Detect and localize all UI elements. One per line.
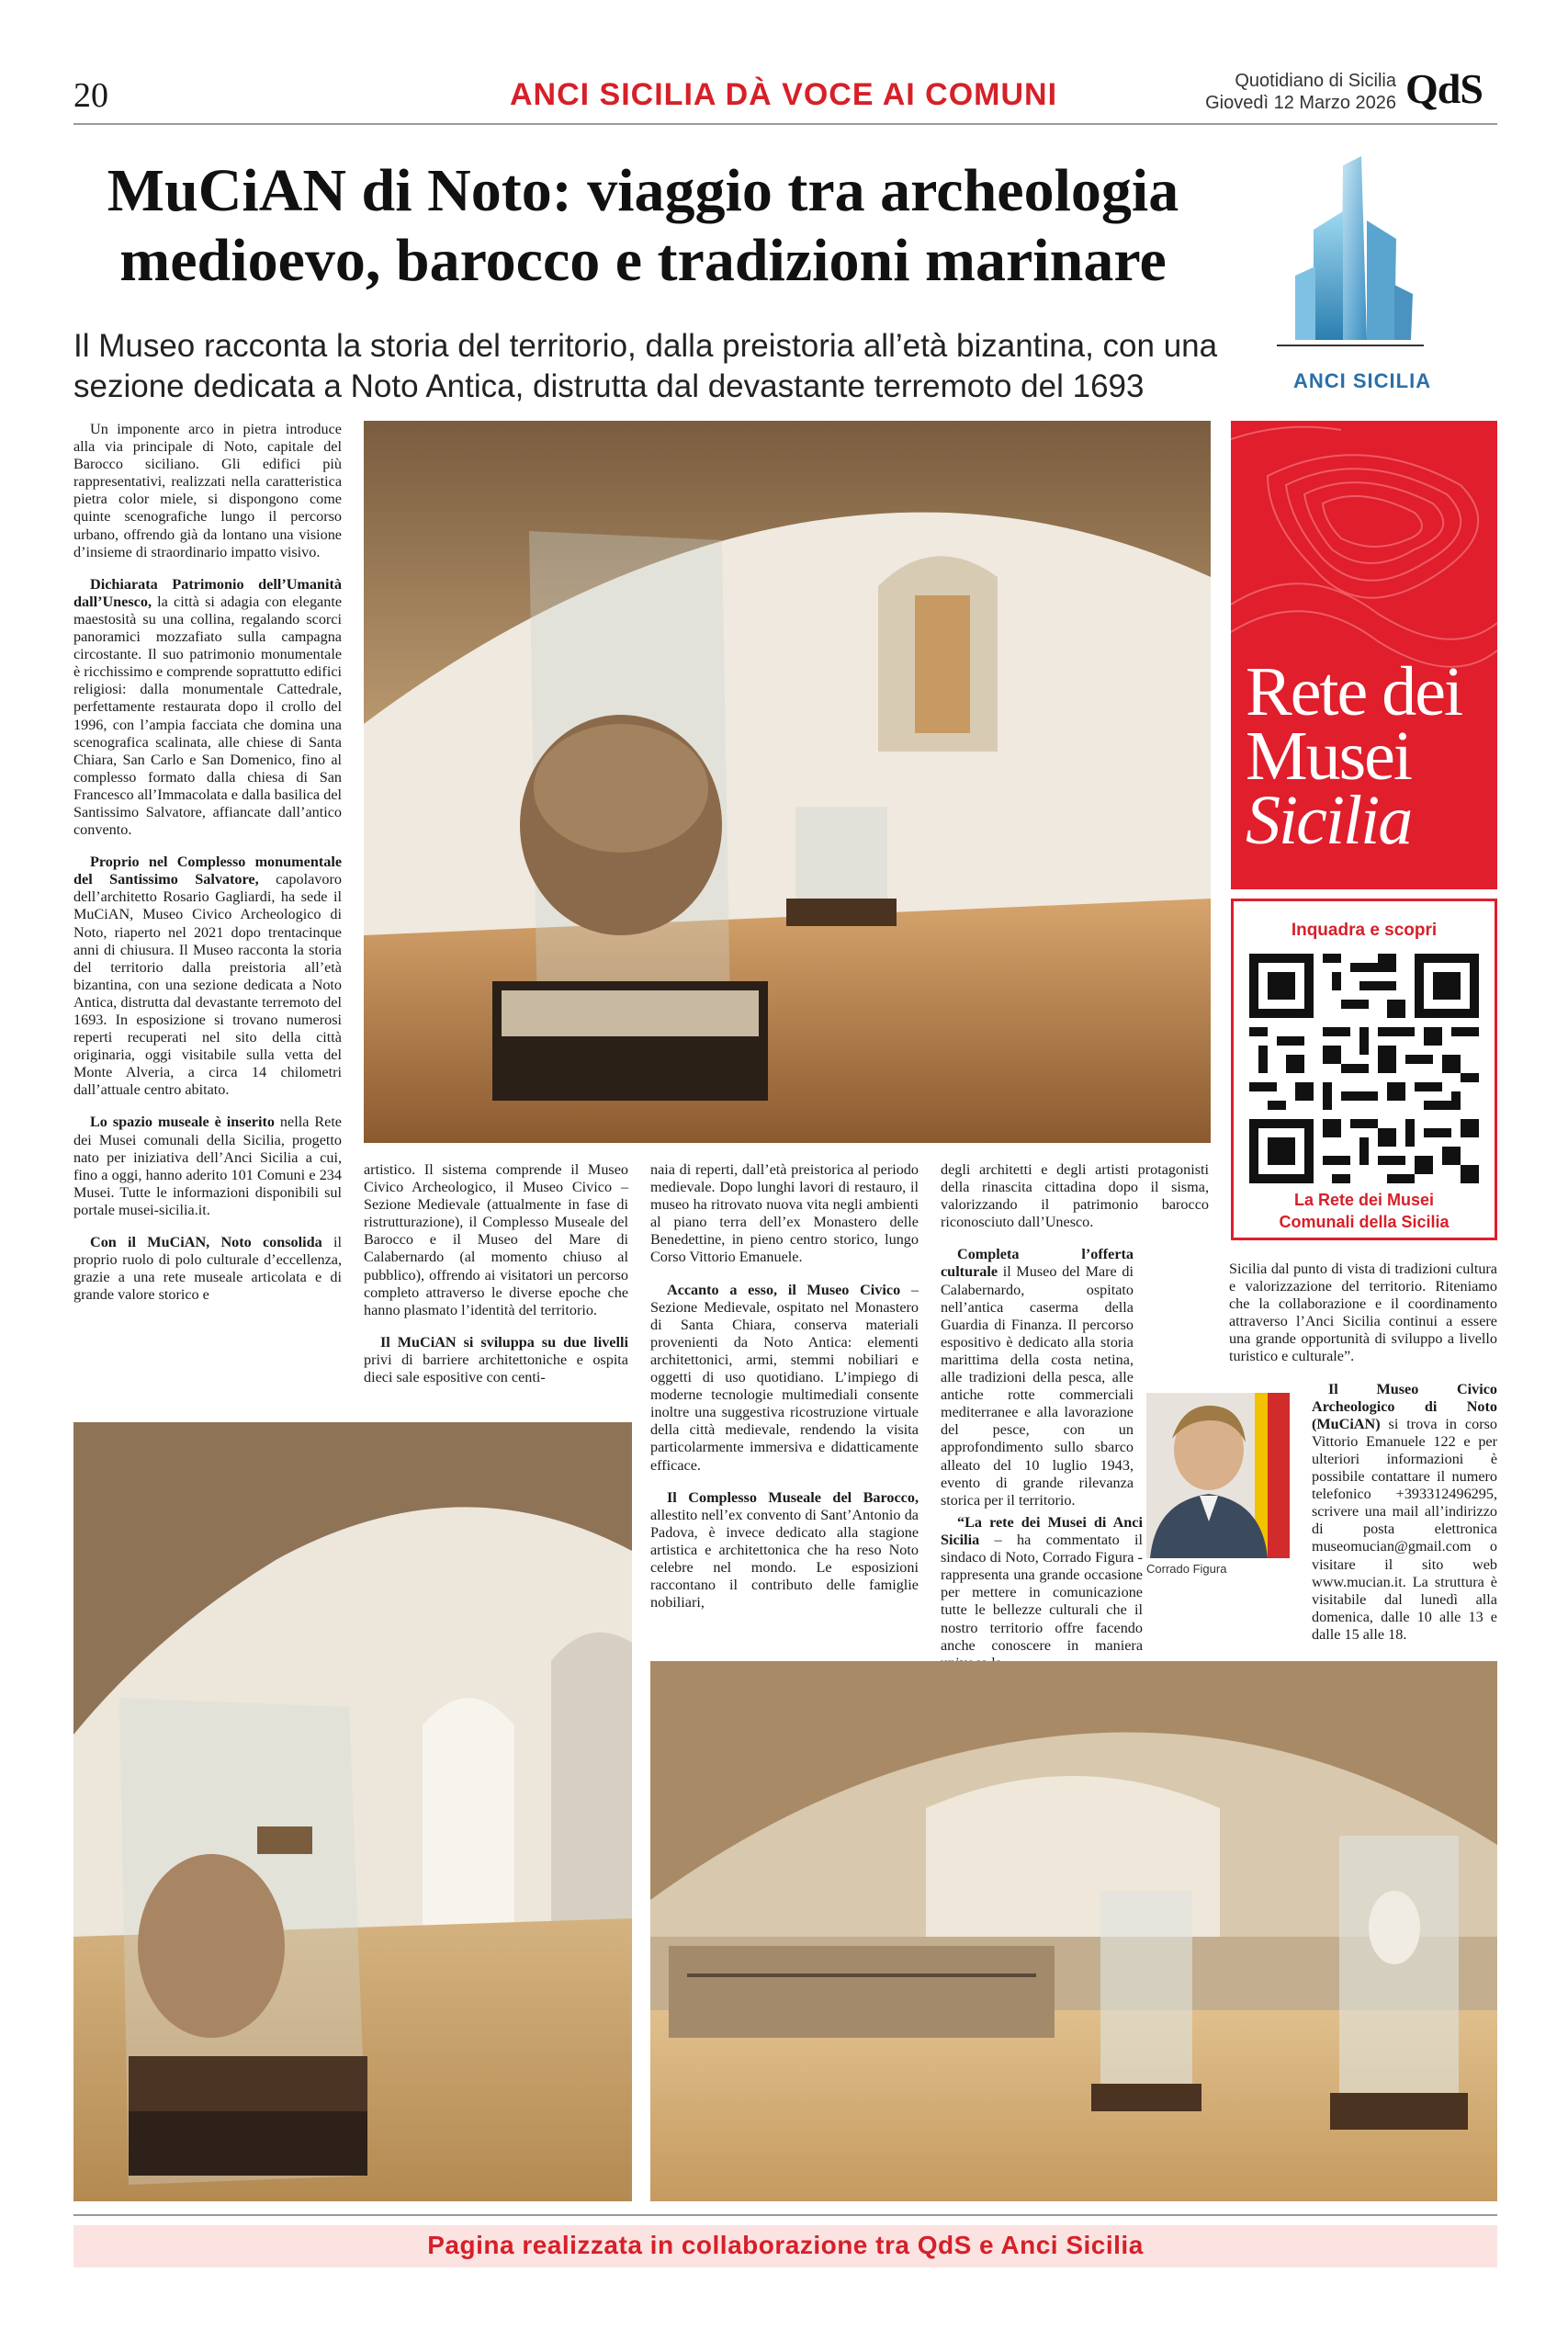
qr-code-icon[interactable] xyxy=(1249,954,1479,1183)
publication-date: Giovedì 12 Marzo 2026 xyxy=(1205,93,1396,113)
paragraph-lead: Completa l’offerta culturale xyxy=(941,1246,1134,1281)
paragraph xyxy=(1312,1381,1497,1644)
qr-caption-line-2: Comunali della Sicilia xyxy=(1279,1213,1450,1231)
museum-crypt-photo xyxy=(650,1661,1497,2201)
section-title: ANCI SICILIA DÀ VOCE AI COMUNI xyxy=(510,77,1058,112)
paragraph-lead: Con il MuCiAN, Noto consolida xyxy=(90,1234,322,1251)
portrait-caption: Corrado Figura xyxy=(1146,1562,1227,1576)
museum-hall-photo xyxy=(364,421,1211,1143)
publication-info xyxy=(1194,70,1396,114)
paragraph: artistico. Il sistema comprende il Museo Civico Archeologico, il Museo Civico – Sezione Medievale (attualmente in fase di ristrutturazione), il Complesso Museale del Barocco e il Museo del Mare di Calabernardo (al momento chiuso al pubblico), offrendo ai visitatori un percorso completo attraverso le diverse epoche che hanno plasmato l’identità del territorio. xyxy=(364,1161,628,1318)
article-headline xyxy=(73,156,1213,296)
paragraph xyxy=(73,1234,342,1304)
anci-wordmark-text: ANCI SICILIA xyxy=(1293,369,1432,392)
paragraph-text: – ha commentato il sindaco di Noto, Corrado Figura - rappresenta una grande occasione per mettere in comunicazione tutte le bellezze culturali che il nostro territorio offre facendo anche conoscere in maniera xyxy=(941,1532,1143,1654)
paragraph: Sicilia dal punto di vista di tradizioni cultura e valorizzazione del territorio. Riteniamo che la collaborazione e il coordinamento attraverso l’Anci Sicilia continui a essere una grande opportunità di sviluppo a livello turistico e culturale”. xyxy=(1229,1261,1497,1365)
article-column-1 xyxy=(73,421,342,1304)
footer-credit: Pagina realizzata in collaborazione tra QdS e Anci Sicilia xyxy=(427,2231,1144,2259)
paragraph-text: la città si adagia con elegante maestosità su una collina, regalando scorci panoramici mozzafiato sulla campagna circostante. Il suo patrimonio monumentale è ricchissimo e comprende soprattutto edifici religiosi: dalla monumentale Cattedrale, perfettamente restaurata dopo il crollo del 1996, con l’ampia facciata che domina una scenografica scalinata, alle chiese di Santa Chiara, San Carlo e San Domenico, fino al complesso formato dalla chiesa di San Francesco all’Immacolata e dalla basilica del Santissimo Salvatore, affiancate dall’antico convento. xyxy=(73,593,342,839)
paragraph-text: nella Rete dei Musei comunali della Sicilia, progetto nato per iniziativa dell’Anci Sicilia a cui, fino a oggi, hanno aderito 101 Comuni e 234 Musei. Tutte le informazioni disponibili sul portale musei-sicilia.it. xyxy=(73,1114,342,1218)
qr-caption-line-1: La Rete dei Musei xyxy=(1293,1191,1435,1209)
headline-line-1: MuCiAN di Noto: viaggio tra archeologia xyxy=(107,157,1179,224)
paragraph xyxy=(941,1246,1134,1509)
article-subhead: Il Museo racconta la storia del territorio, dalla preistoria all’età bizantina, con una sezione dedicata a Noto Antica, distrutta dal devastante terremoto del 1693 xyxy=(73,328,1218,404)
paragraph-lead: Dichiarata Patrimonio dell’Umanità dall’Unesco, xyxy=(73,575,342,610)
paragraph-text: capolavoro dell’architetto Rosario Gagliardi, ha sede il MuCiAN, Museo Civico Archeologico di Noto, riaperto nel 2021 dopo trentacinque anni di chiusura. Il Museo racconta la storia del territorio dalla preistoria all’età bizantina, con una sezione dedicata a Noto Antica, distrutta dal devastante terremoto del 1693. In esposizione si trovano numerosi reperti recuperati nel sito della città originaria, oggi visitabile sulla vetta del Monte Alveria, a circa 14 chilometri dall’attuale centro abitato. xyxy=(73,871,342,1099)
qr-caption xyxy=(1231,1189,1497,1233)
headline-line-2: medioevo, barocco e tradizioni marinare xyxy=(119,227,1167,294)
article-column-3 xyxy=(650,1161,919,1611)
article-column-5 xyxy=(1229,1261,1497,1644)
paragraph-lead: Il Complesso Museale del Barocco, xyxy=(667,1488,919,1506)
article-column-2 xyxy=(364,1161,628,1386)
paragraph: Un imponente arco in pietra introduce alla via principale di Noto, capitale del Barocco siciliano. Gli edifici più rappresentativi, realizzati nella caratteristica pietra color miele, si dispongono come quinte scenografiche lungo il percorso urbano, offrendo già da lontano una visione d’insieme di straordinario impatto visivo. xyxy=(73,421,342,560)
anci-sicilia-wordmark xyxy=(1293,369,1431,393)
article-column-4-quote xyxy=(941,1514,1143,1672)
paragraph-text: il Museo del Mare di Calabernardo, ospitato nell’antica caserma della Guardia di Finanza. Il percorso espositivo è dedicato alla storia marittima della costa netina, alle tradizioni della pesca, alle antiche rotte commerciali mediterranee e alla lavorazione del pesce, con un approfondimento sullo sbarco alleato del 10 luglio 1943, evento di grande rilevanza storica per il territorio. xyxy=(941,1263,1134,1509)
paragraph xyxy=(650,1282,919,1475)
rete-musei-title xyxy=(1246,653,1494,859)
paragraph xyxy=(73,1114,342,1219)
paragraph xyxy=(650,1489,919,1612)
paragraph-text: allestito nell’ex convento di Sant’Antonio da Padova, è invece dedicato alla stagione artistica e architettonica che ha reso Noto celebre nel mondo. Le esposizioni raccontano il contributo delle famiglie nobiliari, xyxy=(650,1506,919,1611)
qr-heading: Inquadra e scopri xyxy=(1291,921,1438,940)
paragraph-lead: Il Museo Civico Archeologico di Noto (MuCiAN) xyxy=(1312,1380,1497,1432)
paragraph-lead: Accanto a esso, il Museo Civico xyxy=(667,1281,901,1298)
qds-logo: QdS xyxy=(1405,65,1483,112)
paragraph: naia di reperti, dall’età preistorica al periodo medievale. Dopo lunghi lavori di restauro, il museo ha ritrovato nuova vita negli ambienti al piano terra dell’ex Monastero delle Benedettine, in pieno centro storico, lungo Corso Vittorio Emanuele. xyxy=(650,1161,919,1266)
header-divider xyxy=(73,123,1497,125)
paragraph: degli architetti e degli artisti protagonisti della rinascita cittadina dopo il sisma, valorizzando il patrimonio barocco riconosciuto dall’Unesco. xyxy=(941,1161,1209,1231)
paragraph-lead: Il MuCiAN si sviluppa su due livelli xyxy=(380,1333,628,1351)
museum-amphora-photo xyxy=(73,1422,632,2201)
page-number: 20 xyxy=(73,76,108,115)
paragraph xyxy=(73,854,342,1099)
paragraph-text: privi di barriere architettoniche e ospita dieci sale espositive con centi- xyxy=(364,1351,628,1386)
skyscraper-logo-icon xyxy=(1258,156,1424,395)
publication-name: Quotidiano di Sicilia xyxy=(1235,71,1396,91)
rete-title-line-1: Rete dei xyxy=(1246,653,1462,730)
footer-divider xyxy=(73,2214,1497,2216)
paragraph-lead: Lo spazio museale è inserito xyxy=(90,1114,275,1131)
paragraph-text: il proprio ruolo di polo culturale d’eccellenza, grazie a una rete museale articolata e di grande valore storico e xyxy=(73,1234,343,1304)
paragraph xyxy=(941,1514,1143,1672)
paragraph xyxy=(73,576,342,839)
paragraph-lead: “La rete dei Musei di Anci Sicilia xyxy=(941,1514,1143,1549)
paragraph-text: – Sezione Medievale, ospitato nel Monastero di Santa Chiara, conserva materiali provenienti da Noto Antica: elementi architettonici, armi, stemmi nobiliari e oggetti di uso quotidiano. L’impiego di moderne tecnologie multimediali consente inoltre una suggestiva ricostruzione virtuale della città medievale, rendendo la visita particolarmente immersiva e didatticamente efficace. xyxy=(650,1281,919,1474)
rete-title-line-2: Musei xyxy=(1246,718,1411,795)
paragraph xyxy=(364,1334,628,1386)
paragraph-text: si trova in corso Vittorio Emanuele 122 e per ulteriori informazioni è possibile contattare il numero telefonico +393312496295, scrivere una mail all’indirizzo di posta elettronica museomucian@gmail.com o visitare il sito web www.mucian.it. La struttura è visitabile dal lunedì alla domenica, dalle 10 alle 13 e dalle 15 alle 18. xyxy=(1312,1415,1497,1643)
paragraph-lead: Proprio nel Complesso monumentale del Santissimo Salvatore, xyxy=(73,854,342,888)
rete-title-line-3: Sicilia xyxy=(1246,782,1412,859)
